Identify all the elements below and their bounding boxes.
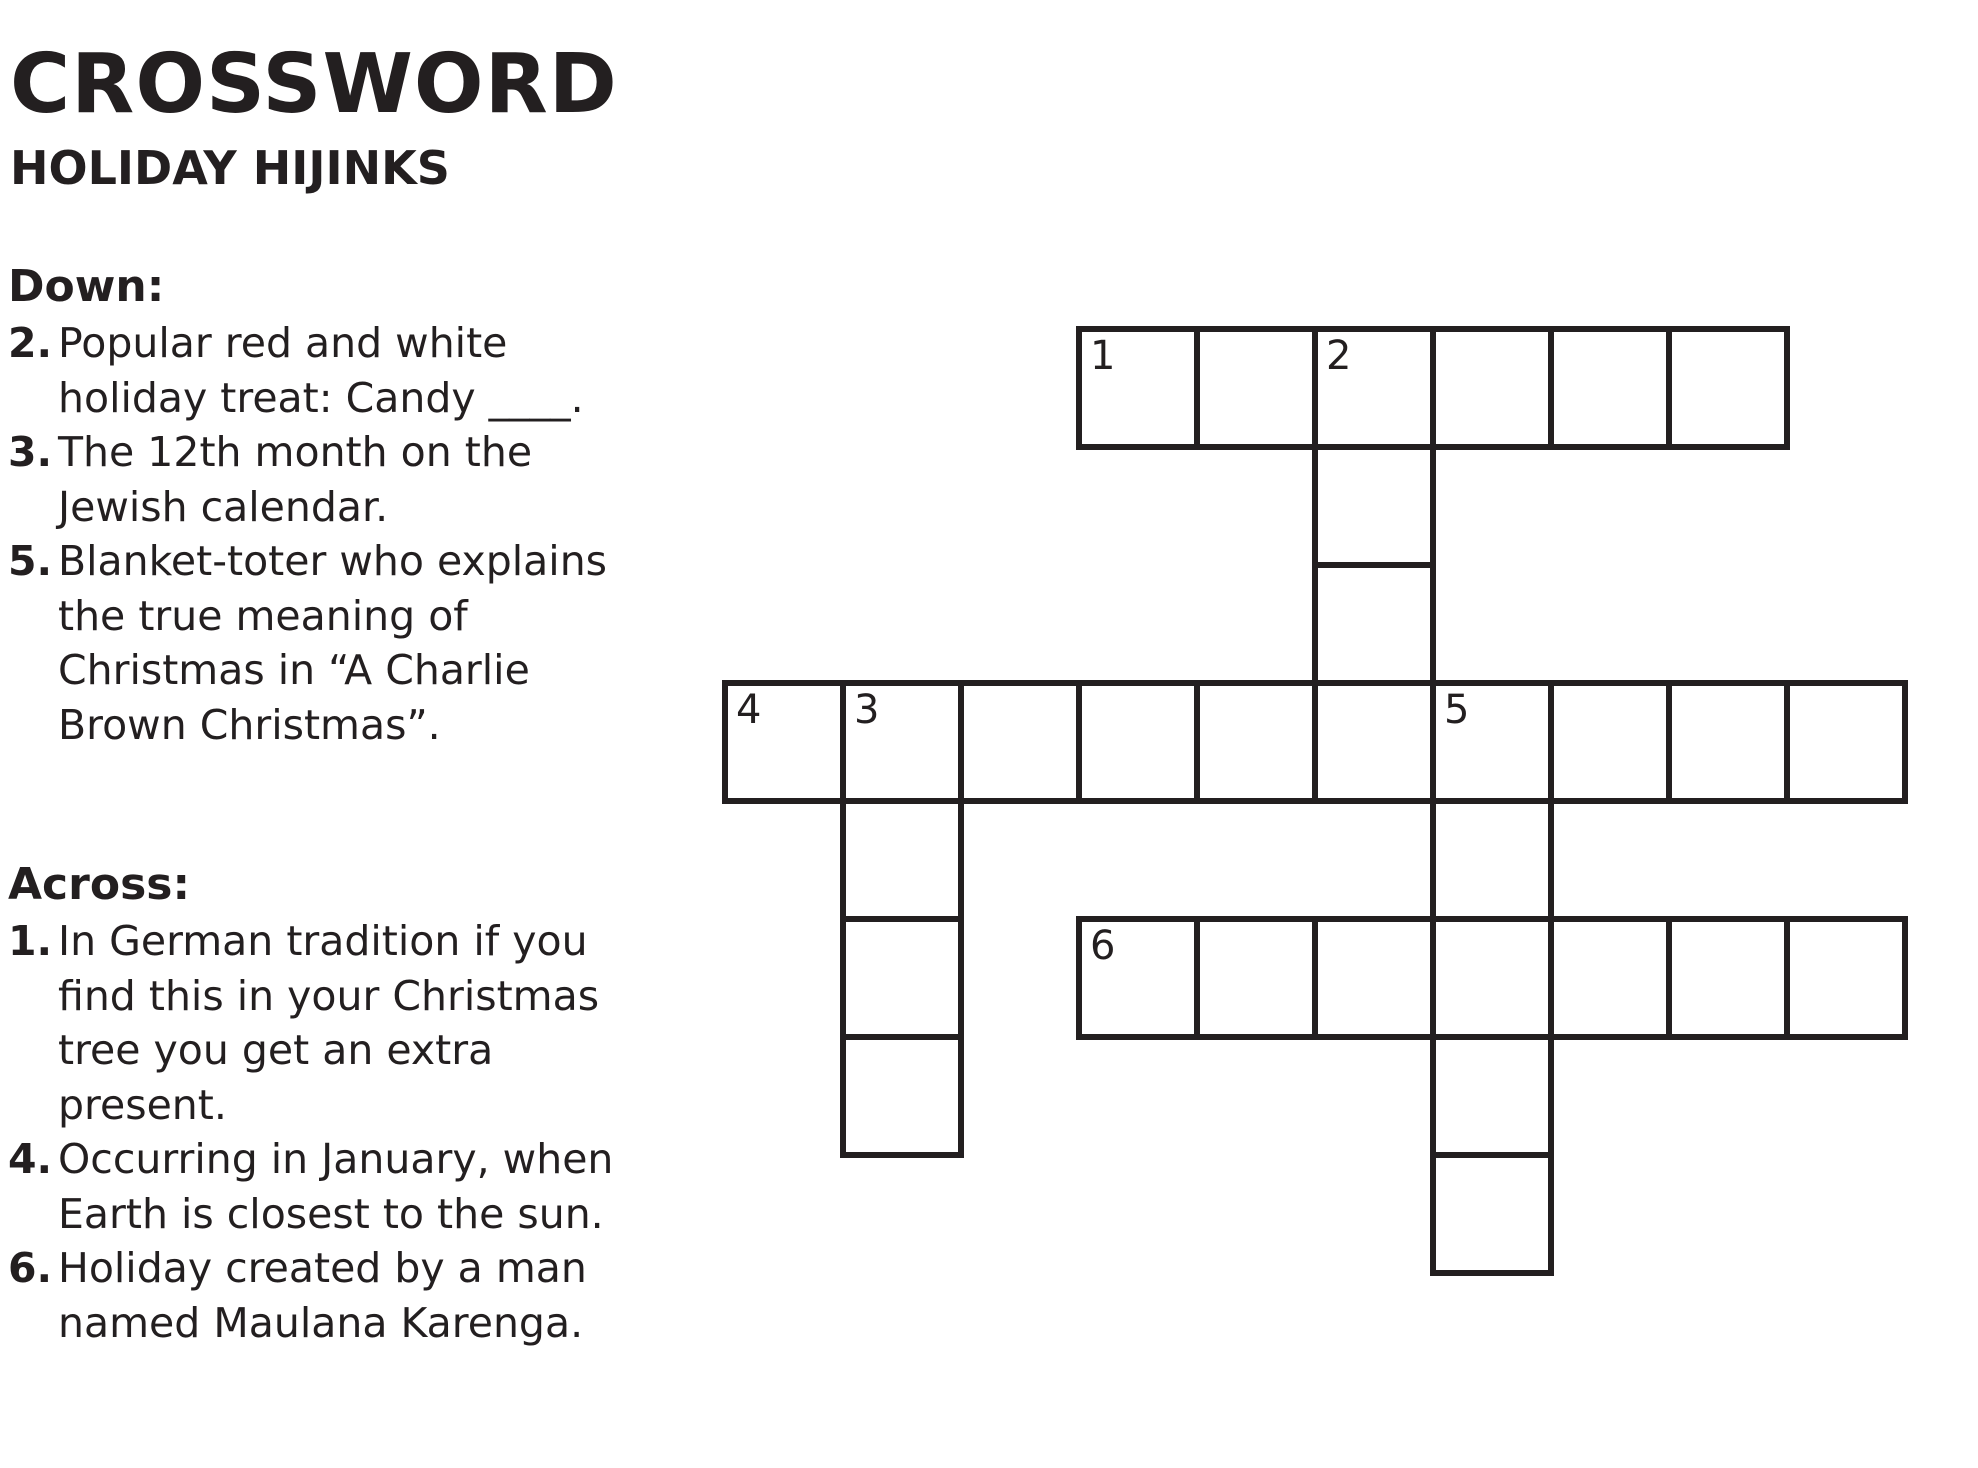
grid-cell[interactable] <box>1784 680 1908 804</box>
grid-cell[interactable] <box>1076 680 1200 804</box>
grid-cell[interactable] <box>1666 680 1790 804</box>
puzzle-title: CROSSWORD <box>10 37 618 132</box>
grid-cell[interactable] <box>1312 444 1436 568</box>
grid-cell[interactable] <box>840 1034 964 1158</box>
clue-text: Popular red and white holiday treat: Candy ____. <box>58 319 584 422</box>
clue-text: Blanket-toter who explains the true meaning of Christmas in “A Charlie Brown Christmas”. <box>58 537 608 749</box>
cell-number: 6 <box>1090 923 1116 969</box>
down-heading: Down: <box>8 261 165 312</box>
clue-number: 3. <box>8 428 53 476</box>
grid-cell[interactable] <box>1194 680 1318 804</box>
grid-cell[interactable] <box>1666 916 1790 1040</box>
clue-number: 5. <box>8 537 53 585</box>
grid-cell[interactable] <box>1548 680 1672 804</box>
clue-number: 2. <box>8 319 53 367</box>
clue-number: 6. <box>8 1244 53 1292</box>
across-heading: Across: <box>8 859 191 910</box>
grid-cell[interactable] <box>1076 916 1200 1040</box>
grid-cell[interactable] <box>1430 798 1554 922</box>
grid-cell[interactable] <box>1784 916 1908 1040</box>
clue-text: Occurring in January, when Earth is closest to the sun. <box>58 1135 614 1238</box>
grid-cell[interactable] <box>1312 916 1436 1040</box>
grid-cell[interactable] <box>1430 1152 1554 1276</box>
cell-number: 1 <box>1090 333 1116 379</box>
grid-cell[interactable] <box>1430 1034 1554 1158</box>
grid-cell[interactable] <box>1430 680 1554 804</box>
cell-number: 5 <box>1444 687 1470 733</box>
grid-cell[interactable] <box>840 798 964 922</box>
grid-cell[interactable] <box>840 916 964 1040</box>
grid-cell[interactable] <box>1430 326 1554 450</box>
grid-cell[interactable] <box>840 680 964 804</box>
grid-cell[interactable] <box>722 680 846 804</box>
grid-cell[interactable] <box>1312 680 1436 804</box>
grid-cell[interactable] <box>1076 326 1200 450</box>
clue-number: 1. <box>8 917 53 965</box>
grid-cell[interactable] <box>1194 326 1318 450</box>
grid-cell[interactable] <box>1548 916 1672 1040</box>
cell-number: 3 <box>854 687 880 733</box>
grid-cell[interactable] <box>1548 326 1672 450</box>
clue-text: Holiday created by a man named Maulana Karenga. <box>58 1244 587 1347</box>
grid-cell[interactable] <box>1666 326 1790 450</box>
clue-number: 4. <box>8 1135 53 1183</box>
cell-number: 4 <box>736 687 762 733</box>
cell-number: 2 <box>1326 333 1352 379</box>
clue-text: In German tradition if you find this in your Christmas tree you get an extra present. <box>58 917 600 1129</box>
grid-cell[interactable] <box>1430 916 1554 1040</box>
grid-cell[interactable] <box>1312 326 1436 450</box>
clue-text: The 12th month on the Jewish calendar. <box>58 428 533 531</box>
grid-cell[interactable] <box>958 680 1082 804</box>
puzzle-subtitle: HOLIDAY HIJINKS <box>10 141 450 195</box>
grid-cell[interactable] <box>1312 562 1436 686</box>
grid-cell[interactable] <box>1194 916 1318 1040</box>
